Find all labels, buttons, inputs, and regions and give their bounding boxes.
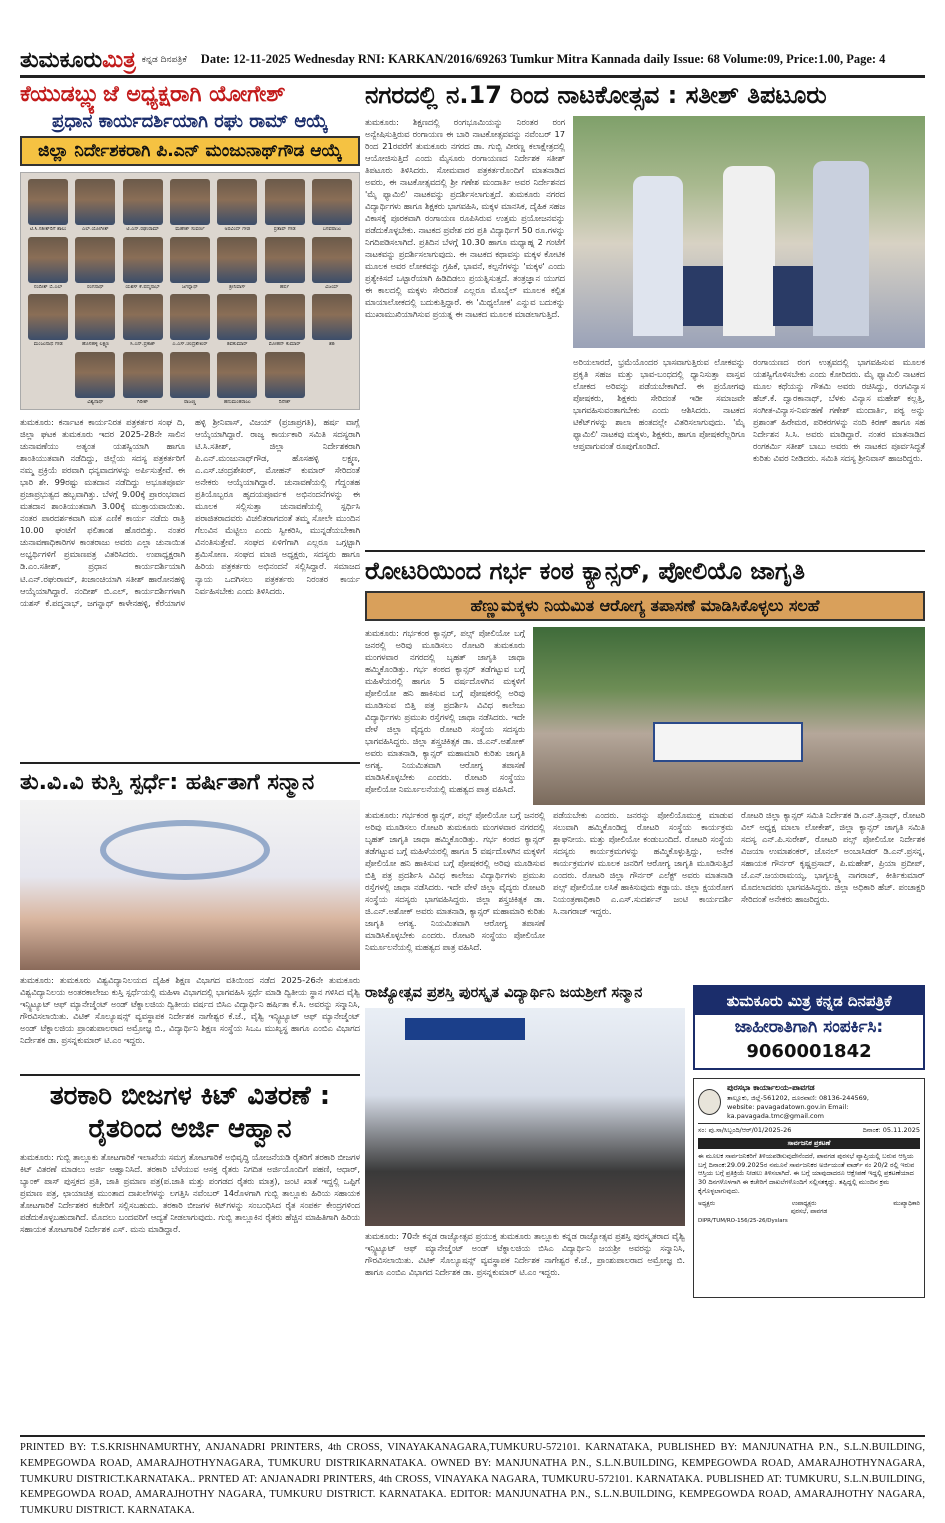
advert-phone: 9060001842 <box>746 1041 872 1063</box>
headline-seedkit: ತರಕಾರಿ ಬೀಜಗಳ ಕಿಟ್ ವಿತರಣೆ : <box>49 1080 331 1111</box>
member-caption: ಟಿ.ಎನ್.ರಘುರಾಮ್ <box>126 227 160 233</box>
member-caption: ಮಂಜುನಾಥ ಗೌಡ <box>33 342 63 348</box>
member-photo <box>170 179 210 225</box>
member-caption: ಗಿರೀಶ್ <box>137 399 149 405</box>
member-tile <box>263 237 305 291</box>
member-tile <box>216 352 258 406</box>
sig-vice-president: ಉಪಾಧ್ಯಕ್ಷರು <box>791 1199 817 1207</box>
ribbon-kuwj: ಜಿಲ್ಲಾ ನಿರ್ದೇಶಕರಾಗಿ ಪಿ.ಎನ್ ಮಂಜುನಾಥ್‌ಗೌಡ ಆಯ್ಕೆ <box>20 136 360 166</box>
member-tile <box>74 352 116 406</box>
notice-band: ಸಾರ್ವಜನಿಕ ಪ್ರಕಟಣೆ <box>698 1138 920 1149</box>
member-photo <box>123 352 163 398</box>
sig-president: ಅಧ್ಯಕ್ಷರು <box>698 1199 715 1207</box>
story-drama-body-b: ಅರಿಯಲಾರದೆ, ಭ್ರಮೆಯೊಂದರ ಭಾಸವಾಗುತ್ತಿರುವ ಲೋಕವನ್ನು ಪ್ರಕೃತಿ ಸಹಜ ಮತ್ತು ಭಾವ-ಬಂಧದಲ್ಲಿ ಧ್ಯಾನಿಸುತ್ತಾ ವಾಸ್ತವ ಲೋಕದ ಅರಿವನ್ನು ಪಡೆಯಬೇಕಾಗಿದೆ. ಈ ಪ್ರಯೋಗವು ಪೋಷಕರು, ಶಿಕ್ಷಕರು ಸೇರಿದಂತೆ ಇಡೀ ಸಮಾಜವೇ ಭಾಗವಹಿಸುವಂತಾಗಬೇಕು ಎಂದು ಆಶಿಸಿದರು. ನಾಟಕದ ಟಿಕೆಟ್‌ಗಳನ್ನು ಶಾಲಾ ಹಂತದಲ್ಲೇ ವಿತರಿಸಲಾಗುವುದು. 'ಮೈ ಫ್ಯಾಮಿಲಿ' ನಾಟಕವು ಮಕ್ಕಳು, ಶಿಕ್ಷಕರು, ಹಾಗೂ ಪೋಷಕರೆಲ್ಲರಿಗೂ ಆಪ್ತವಾಗುವಂತೆ ರೂಪುಗೊಂಡಿದೆ. <box>573 356 745 451</box>
member-caption: ಹನುಮಂತರಾಜು <box>223 399 251 405</box>
member-row-last <box>74 352 305 406</box>
member-tile <box>27 237 69 291</box>
story-wrestling-body: ತುಮಕೂರು: ತುಮಕೂರು ವಿಶ್ವವಿದ್ಯಾನಿಲಯದ ದೈಹಿಕ ಶಿಕ್ಷಣ ವಿಭಾಗದ ವತಿಯಿಂದ ನಡೆದ 2025-26ನೇ ತುಮಕೂರು ವಿಶ್ವವಿದ್ಯಾನಿಲಯ ಅಂತರಕಾಲೇಜು ಕುಸ್ತಿ ಸ್ಪರ್ಧೆಯಲ್ಲಿ ಮಹಿಳಾ ವಿಭಾಗದಲ್ಲಿ ಭಾಗವಹಿಸಿ ಸ್ಪರ್ಧೆ ಮಾಡಿ ದ್ವಿತೀಯ ಸ್ಥಾನ ಗಳಿಸಿದ ವೈಶ್ವಿ ಇನ್ಸ್ಟಿಟ್ಯೂಟ್ ಆಫ್ ಮ್ಯಾನೇಜ್ಮೆಂಟ್ ಅಂಡ್ ಟೆಕ್ನಾಲಜಿಯ ದ್ವಿತೀಯ ವರ್ಷದ ಬಿಸಿಎ ವಿದ್ಯಾರ್ಥಿನಿ ಹರ್ಷಿತಾ ಕೆ.ಸಿ. ಅವರನ್ನು ಸನ್ಮಾನಿಸಿ, ಗೌರವಿಸಲಾಯಿತು. ವಿಟಿಕ್ ಸೊಲ್ಯೂಷನ್ಸ್ ವ್ಯವಸ್ಥಾಪಕ ನಿರ್ದೇಶಕ ನಾಗೇಶ್ವರ ಕೆ.ಜೆ., ವೈಶ್ವಿ ಇನ್ಸ್ಟಿಟ್ಯೂಟ್ ಆಫ್ ಮ್ಯಾನೇಜ್ಮೆಂಟ್ ಅಂಡ್ ಟೆಕ್ನಾಲಜಿಯ ಪ್ರಾಂಶುಪಾಲರಾದ ಅಮ್ರೋಜ್ಞ ಬಿ., ವಿದ್ಯಾರ್ಥಿನಿ ಶಿಕ್ಷಣ ಸಂಸ್ಥೆಯ ಸಿಒಒ ಮುಖ್ಯಸ್ಥ ಹಾಗೂ ಎಂಬಿಎ ವಿಭಾಗದ ನಿರ್ದೇಶಕ ಡಾ. ಪ್ರಸನ್ನಕುಮಾರ್ ಟಿ.ಎಂ ಇದ್ದರು. <box>20 974 360 1045</box>
wrestling-photo <box>20 800 360 970</box>
member-photo <box>75 179 115 225</box>
member-caption: ದಿನೇಶ್ <box>278 399 291 405</box>
member-caption: ಬಸವರಾಜು <box>322 227 342 233</box>
member-tile <box>311 237 353 291</box>
member-tile <box>169 352 211 406</box>
member-caption: ವಿಜಯ್ <box>325 284 339 290</box>
rotary-rally-photo <box>533 627 925 805</box>
member-tile <box>311 294 353 348</box>
member-photo <box>217 237 257 283</box>
member-tile <box>216 237 258 291</box>
headline-kuwj: ಕೆಯುಡಬ್ಲ್ಯುಜೆ ಅಧ್ಯಕ್ಷರಾಗಿ ಯೋಗೇಶ್ <box>20 82 286 107</box>
member-tile <box>122 352 164 406</box>
notice-place: ಪುರಸಭೆ, ಪಾವಗಡ <box>790 1207 828 1215</box>
member-photo <box>123 237 163 283</box>
notice-ref-row <box>698 1126 920 1135</box>
advert-title: ತುಮಕೂರು ಮಿತ್ರ ಕನ್ನಡ ದಿನಪತ್ರಿಕೆ <box>695 987 923 1015</box>
member-caption: ಶಿವಕುಮಾರ್ <box>226 342 248 348</box>
award-story <box>365 985 685 1300</box>
member-tile <box>74 294 116 348</box>
member-photo <box>28 179 68 225</box>
masthead <box>20 44 925 78</box>
member-caption: ರಾಜಣ್ಣ <box>183 399 196 405</box>
headline-rotary: ರೋಟರಿಯಿಂದ ಗರ್ಭ ಕಂಠ ಕ್ಯಾನ್ಸರ್, ಪೋಲಿಯೊ ಜಾಗೃತಿ <box>365 556 805 585</box>
member-tile <box>27 179 69 233</box>
notice-date: ದಿನಾಂಕ: 05.11.2025 <box>862 1126 920 1135</box>
notice-body: ಈ ಮೂಲಕ ಸಾರ್ವಜನಿಕರಿಗೆ ತಿಳಿಯಪಡಿಸುವುದೇನೆಂದರೆ, ಪಾವಗಡ ಪುರಸಭೆ ವ್ಯಾಪ್ತಿಯಲ್ಲಿ ಬರುವ ಆಸ್ತಿಯ ಬಗ್ಗೆ ದಿನಾಂಕ:29.09.2025ರ ನಮೂನೆ ಸಾರ್ವಜನಿಕರ ಅರ್ಜಿಯಂತೆ ವಾರ್ಡ್ ನಂ 20/2 ರಲ್ಲಿ ಇರುವ ಆಸ್ತಿಯ ಬಗ್ಗೆ ಪ್ರತಿಕ್ರಿಯೆ ನೀಡಲು ತಿಳಿಸಲಾಗಿದೆ. ಈ ಬಗ್ಗೆ ಯಾವುದಾದರೂ ಆಕ್ಷೇಪಣೆ ಇದ್ದಲ್ಲಿ ಪ್ರಕಟಣೆಯಾದ 30 ದಿನಗಳೊಳಗಾಗಿ ಈ ಕಚೇರಿಗೆ ದಾಖಲೆಗಳೊಂದಿಗೆ ಸಲ್ಲಿಸತಕ್ಕದ್ದು. ತಪ್ಪಿದ್ದಲ್ಲಿ ಮುಂದಿನ ಕ್ರಮ ಕೈಗೊಳ್ಳಲಾಗುವುದು. <box>698 1151 915 1195</box>
member-caption: ಎಲ್.ಯೋಗೀಶ್ <box>82 227 109 233</box>
member-photo <box>75 237 115 283</box>
member-tile <box>263 179 305 233</box>
member-caption: ರಂಗನಾಥ್ <box>86 284 104 290</box>
imprint-footer: PRINTED BY: T.S.KRISHNAMURTHY, ANJANADRI PRINTERS, 4th CROSS, VINAYAKANAGARA,TUMKURU-572101. KARNATAKA, PUBLISHED BY: MANJUNATHA P.N., S.L.N.BUILDING, KEMPEGOWDA ROAD, AMARAJHOTHYNAGARA, TUMKURU DISTRIKARNATAKA. OWNED BY: MANJUNATHA P.N., S.L.N.BUILDING, KEMPEGOWDA ROAD, AMARAJHOTHYNAGARA, TUMKURU DISTRICT.KARNATAKA.. PRNTED AT: ANJANADRI PRINTERS, 4th CROSS, VINAYAKA NAGARA, TUMKURU-572101. KARNATAKA. PUBLISHED AT: TUMKURU, S.L.N.BUILDING, KEMPEGOWDA ROAD, AMARAJHOTHY NAGARA, TUMKURU DISTRICT. KARNATAKA. EDITOR: MANJUNATHA P.N., S.L.N.BUILDING, KEMPEGOWDA ROAD, AMARAJHOTHY NAGARA, TUMKURU DISTRICT. KARNATAKA. <box>20 1435 925 1519</box>
story-award-body: ತುಮಕೂರು: 70ನೇ ಕನ್ನಡ ರಾಜ್ಯೋತ್ಸವ ಪ್ರಯುಕ್ತ ತುಮಕೂರು ತಾಲ್ಲೂಕು ಕನ್ನಡ ರಾಜ್ಯೋತ್ಸವ ಪ್ರಶಸ್ತಿ ಪುರಸ್ಕೃತರಾದ ವೈಶ್ವಿ ಇನ್ಸ್ಟಿಟ್ಯೂಟ್ ಆಫ್ ಮ್ಯಾನೇಜ್ಮೆಂಟ್ ಅಂಡ್ ಟೆಕ್ನಾಲಜಿಯ ಬಿಸಿಎ ವಿದ್ಯಾರ್ಥಿನಿ ಜಯಶ್ರೀ ಅವರನ್ನು ಸನ್ಮಾನಿಸಿ, ಗೌರವಿಸಲಾಯಿತು. ವಿಟಿಕ್ ಸೊಲ್ಯೂಷನ್ಸ್ ವ್ಯವಸ್ಥಾಪಕ ನಿರ್ದೇಶಕ ನಾಗೇಶ್ವರ ಕೆ.ಜೆ., ಪ್ರಾಂಶುಪಾಲರಾದ ಅಮ್ರೋಜ್ಞ ಬಿ. ಹಾಗೂ ಎಂಬಿಎ ವಿಭಾಗದ ನಿರ್ದೇಶಕ ಡಾ. ಪ್ರಸನ್ನಕುಮಾರ್ ಟಿ.ಎಂ ಇದ್ದರು. <box>365 1230 685 1277</box>
member-tile <box>263 352 305 406</box>
right-column <box>365 82 925 1300</box>
member-caption: ಸಿ.ಎನ್.ಪ್ರಕಾಶ್ <box>130 342 156 348</box>
member-tile <box>263 294 305 348</box>
member-caption: ಹರ್ಷ <box>279 284 290 290</box>
divider <box>20 1074 360 1076</box>
member-photo <box>265 352 305 398</box>
notice-address: ತಾಲ್ಲೂಕು, ಜಿಲ್ಲೆ-561202, ದೂರವಾಣಿ: 08136-244569, <box>727 1093 869 1102</box>
story-drama-body-a: ತುಮಕೂರು: ಶಿಕ್ಷಣದಲ್ಲಿ ರಂಗಭೂಮಿಯನ್ನು ನಿರಂತರ ರಂಗ ಅನ್ವೇಷಿಸುತ್ತಿರುವ ರಂಗಾಯಣ ಈ ಬಾರಿ ನಾಟಕೋತ್ಸವವನ್ನು ನವೆಂಬರ್ 17 ರಿಂದ 21ರವರೆಗೆ ತುಮಕೂರು ನಗರದ ಡಾ. ಗುಬ್ಬಿ ವೀರಣ್ಣ ಕಲಾಕ್ಷೇತ್ರದಲ್ಲಿ ಆಯೋಜಿಸುತ್ತಿದೆ ಎಂದು ಮೈಸೂರು ರಂಗಾಯಣದ ನಿರ್ದೇಶಕ ಸತೀಶ್ ತಿಪಟೂರು ತಿಳಿಸಿದರು. ಸೋಮವಾರ ಪತ್ರಕರ್ತರೊಂದಿಗೆ ಮಾತನಾಡಿದ ಅವರು, ಈ ನಾಟಕೋತ್ಸವದಲ್ಲಿ ಶ್ರೀ ಗಣೇಶ ಮಂದಾರ್ತಿ ಅವರ ನಿರ್ದೇಶನದ 'ಮೈ ಫ್ಯಾಮಿಲಿ' ನಾಟಕವನ್ನು ಪ್ರದರ್ಶಿಸಲಾಗುತ್ತದೆ. ತುಮಕೂರು ನಗರದ ವಿದ್ಯಾರ್ಥಿಗಳು ಹಾಗೂ ಶಿಕ್ಷಕರು ಭಾಗವಹಿಸಿ, ಮಕ್ಕಳ ಮಾನಸಿಕ, ದೈಹಿಕ ಸಹಜ ವಿಕಾಸಕ್ಕೆ ಪೂರಕವಾಗಿ ರಂಗಾಯಣ ರೂಪಿಸಿರುವ ಉತ್ತಮ ಪ್ರಯೋಜನವನ್ನು ಪಡೆದುಕೊಳ್ಳಬೇಕು. ನಾಟಕದ ಪ್ರವೇಶ ದರ ಪ್ರತಿ ವಿದ್ಯಾರ್ಥಿಗೆ 50 ರೂ.ಗಳನ್ನು ನಿಗದಿಪಡಿಸಲಾಗಿದೆ. ಪ್ರತಿದಿನ ಬೆಳಗ್ಗೆ 10.30 ಹಾಗೂ ಮಧ್ಯಾಹ್ನ 2 ಗಂಟೆಗೆ ನಾಟಕವನ್ನು ಪ್ರದರ್ಶಿಸಲಾಗುವುದು. ಈ ನಾಟಕದ ಕಥಾವಸ್ತು ಮಕ್ಕಳ ಕೋಟಿಕ ಮೂಲಕ ಅವರ ಲೋಕವನ್ನು ಗ್ರಹಿಕೆ, ಭಾವನೆ, ಕಲ್ಪನೆಗಳನ್ನು 'ಮಕ್ಕಳ' ಎಂದು ಪ್ರತ್ಯೇಕಿಸದೆ ಒಟ್ಟಾರೆಯಾಗಿ ಹಿಡಿದಿಡಲು ಪ್ರಯತ್ನಿಸುತ್ತದೆ. ತಂತ್ರಜ್ಞಾನ ಯುಗದ ಈ ಕಾಲದಲ್ಲಿ ಮಕ್ಕಳು ಸೇರಿದಂತೆ ಎಲ್ಲರೂ ಮೊಬೈಲ್ ಮೂಲಕ ಕಲ್ಪಿತ ಮಾಯಾಲೋಕದಲ್ಲಿ ಬದುಕುತ್ತಿದ್ದಾರೆ. ಈ 'ಮಿಥ್ಯಲೋಕ' ಎನ್ನುವ ಬದುಕನ್ನು ಮುಖಾಮುಖಿಯಾಗಿಸುವ ಪ್ರಯತ್ನ ಈ ನಾಟಕದ ಮೂಲಕ ಮಾಡಲಾಗುತ್ತಿದೆ. <box>365 116 565 319</box>
member-tile <box>169 179 211 233</box>
member-caption: ಮೋಹನ್ ಕುಮಾರ್ <box>268 342 301 348</box>
member-photo <box>312 179 352 225</box>
member-caption: ಯಶಸ್ ಕೆ.ಪದ್ಮನಾಭ್ <box>125 284 161 290</box>
member-tile <box>74 237 116 291</box>
rotary-top-row <box>365 627 925 805</box>
headline-drama: ನಗರದಲ್ಲಿ ನ.17 ರಿಂದ ನಾಟಕೋತ್ಸವ : ಸತೀಶ್ ತಿಪಟೂರು <box>365 81 827 109</box>
member-caption: ಶಶಿ <box>329 342 335 348</box>
notice-office: ಪುರಸಭಾ ಕಾರ್ಯಾಲಯ-ಪಾವಗಡ <box>727 1083 815 1093</box>
member-photo <box>123 294 163 340</box>
member-tile <box>122 294 164 348</box>
member-caption: ನಂದೀಶ್ ಬಿ.ಎಲ್ <box>33 284 63 290</box>
member-tile <box>122 237 164 291</box>
advert-box <box>693 985 925 1070</box>
member-caption: ವಿಶ್ವನಾಥ್ <box>87 399 104 405</box>
notice-header <box>698 1083 920 1124</box>
story-kuwj-body: ತುಮಕೂರು: ಕರ್ನಾಟಕ ಕಾರ್ಯನಿರತ ಪತ್ರಕರ್ತರ ಸಂಘ ದಿ, ಜಿಲ್ಲಾ ಘಟಕ ತುಮಕೂರು ಇದರ 2025-28ನೇ ಸಾಲಿನ ಚುನಾವಣೆಯು ಅತ್ಯಂತ ಯಶಸ್ವಿಯಾಗಿ ಹಾಗೂ ಶಾಂತಿಯುತವಾಗಿ ನಡೆದಿದ್ದು, ಜಿಲ್ಲೆಯ ಸದಸ್ಯ ಪತ್ರಕರ್ತರಿಗೆ ನಮ್ಮ ಪ್ರಕ್ರಿಯೆ ಪರವಾಗಿ ಧನ್ಯವಾದಗಳನ್ನು ಅರ್ಪಿಸುತ್ತೇವೆ. ಈ ಭಾರಿ ಶೇ. 99ರಷ್ಟು ಮತದಾನ ನಡೆದಿದ್ದು ಅಭೂತಪೂರ್ವ ಪ್ರಜಾಪ್ರಭುತ್ವದ ಹಬ್ಬವಾಗಿತ್ತು. ಬೆಳಗ್ಗೆ 9.00ಕ್ಕೆ ಪ್ರಾರಂಭವಾದ ಮತದಾನ ಶಾಂತಿಯುತವಾಗಿ 3.00ಕ್ಕೆ ಮುಕ್ತಾಯವಾಯಿತು. ನಂತರ ಪಾರದರ್ಶಕವಾಗಿ ಮತ ಎಣಿಕೆ ಕಾರ್ಯ ನಡೆದು ರಾತ್ರಿ 10.00 ಘಂಟೆಗೆ ಫಲಿತಾಂಶ ಹೊರಬಿತ್ತು. ನಂತರ ಚುನಾವಣಾಧಿಕಾರಿಗಳ ಕಾಂತರಾಜು ಅವರು ಎಲ್ಲಾ ಚುನಾಯಿತ ಅಭ್ಯರ್ಥಿಗಳಿಗೆ ಪ್ರಮಾಣಪತ್ರ ವಿತರಿಸಿದರು. ಉಪಾಧ್ಯಕ್ಷರಾಗಿ ಡಿ.ಎಂ.ಸತೀಶ್, ಪ್ರಧಾನ ಕಾರ್ಯದರ್ಶಿಯಾಗಿ ಟಿ.ಎನ್.ರಘುರಾಮ್, ಖಜಾಂಚಿಯಾಗಿ ಸತೀಶ್ ಹಾರೋನಹಳ್ಳಿ ಆಯ್ಕೆಯಾಗಿದ್ದಾರೆ. ನಂದೀಶ್ ಬಿ.ಎಲ್, ಕಾರ್ಯದರ್ಶಿಗಳಾಗಿ ಯಶಸ್ ಕೆ.ಪದ್ಮನಾಭ್, ಜಗನ್ನಾಥ್ ಕಾಳೇನಹಳ್ಳಿ, ಕೆರೆಯಾಗಳ ಹಳ್ಳಿ ಶ್ರೀನಿವಾಸ್, ವಿಜಯ್ (ಪ್ರಜಾಪ್ರಗತಿ), ಹರ್ಷ ವಾಗ್ಲೆ ಆಯ್ಕೆಯಾಗಿದ್ದಾರೆ. ರಾಜ್ಯ ಕಾರ್ಯಕಾರಿ ಸಮಿತಿ ಸದಸ್ಯರಾಗಿ ಟಿ.ಸಿ.ಸತೀಶ್, ಜಿಲ್ಲಾ ನಿರ್ದೇಶಕರಾಗಿ ಪಿ.ಎನ್.ಮಂಜುನಾಥ್‌ಗೌಡ, ಹೊಸಹಳ್ಳಿ ಲಕ್ಷ್ಮಣ, ಎ.ಎಸ್.ಚಂದ್ರಶೇಖರ್, ಮೋಹನ್ ಕುಮಾರ್ ಸೇರಿದಂತೆ ಅನೇಕರು ಆಯ್ಕೆಯಾಗಿದ್ದಾರೆ. ಚುನಾವಣೆಯಲ್ಲಿ ಗೆದ್ದಂತಹ ಪ್ರತಿಯೊಬ್ಬರೂ ಹೃದಯಪೂರ್ವಕ ಅಭಿನಂದನೆಗಳನ್ನು ಈ ಮೂಲಕ ಸಲ್ಲಿಸುತ್ತಾ ಚುನಾವಣೆಯಲ್ಲಿ ಸ್ಪರ್ಧಿಸಿ ಪರಾಜಿತರಾದವರು ವಿಚಲಿತರಾಗದಂತೆ ತಮ್ಮ ಸೋಲೇ ಮುಂದಿನ ಗೆಲುವಿನ ಮೆಟ್ಟಿಲು ಎಂದು ಸ್ವೀಕರಿಸಿ, ಮುನ್ನಡೆಯಬೇಕಾಗಿ ವಿನಂತಿಸುತ್ತೇವೆ. ಸಂಘದ ಏಳಿಗೆಗಾಗಿ ಎಲ್ಲರೂ ಒಗ್ಗಟ್ಟಾಗಿ ಶ್ರಮಿಸೋಣ. ಸಂಘದ ಮಾಜಿ ಅಧ್ಯಕ್ಷರು, ಸದಸ್ಯರು ಹಾಗೂ ಹಿರಿಯ ಪತ್ರಕರ್ತರು ಅಭಿನಂದನೆ ಸಲ್ಲಿಸಿದ್ದಾರೆ. ಸಮಾಜದ ನ್ಯಾಯ ಒದಗಿಸಲು ಪತ್ರಕರ್ತರು ನಿರಂತರ ಕಾರ್ಯ ನಿರ್ವಹಿಸಬೇಕು ಎಂದು ತಿಳಿಸಿದರು. <box>20 417 360 608</box>
drama-bottom-row <box>573 356 925 542</box>
member-photo <box>217 294 257 340</box>
logo-main: ತುಮಕೂರು <box>20 46 103 73</box>
subheadline-seedkit: ರೈತರಿಂದ ಅರ್ಜಿ ಆಹ್ವಾನ <box>88 1114 292 1145</box>
member-photo <box>28 294 68 340</box>
story-rotary-body-c: ರೋಟರಿ ಜಿಲ್ಲಾ ಕ್ಯಾನ್ಸರ್ ಸಮಿತಿ ನಿರ್ದೇಶಕ ಡಿ.ಎನ್.ತ್ರಿನಾಥ್, ರೋಟರಿ ವಿಲ್ ಅಧ್ಯಕ್ಷ ಮಾಲಾ ಲೋಕೇಶ್, ಜಿಲ್ಲಾ ಕ್ಯಾನ್ಸರ್ ಜಾಗೃತಿ ಸಮಿತಿ ಸದಸ್ಯ ಎನ್.ಪಿ.ಸುರೇಶ್, ರೋಟರಿ ಪಲ್ಸ್ ಪೋಲಿಯೋ ನಿರ್ದೇಶಕ ವಿಜಯಾ ಉಮಾಶಂಕರ್, ಜೊನಲ್ ಅಂಬಾಸಿಡರ್ ಡಿ.ಎನ್.ಪ್ರಸನ್ನ, ಸಹಾಯಕ ಗೌರ್ನರ್ ಕೃಷ್ಣಪ್ರಸಾದ್, ಪಿ.ಮಹೇಶ್, ಪ್ರಿಯಾ ಪ್ರದೀಪ್, ಜೆ.ಎನ್.ಜಯರಾಮಯ್ಯ, ಭಾಗ್ಯಲಕ್ಷ್ಮಿ ನಾಗರಾಜ್, ಕೀರ್ತಿಕುಮಾರ್ ಮೊದಲಾದವರು ಭಾಗವಹಿಸಿದ್ದರು. ಜಿಲ್ಲಾ ಅಧಿಕಾರಿ ಹೆಚ್. ಪಂಚಾಕ್ಷರಿ ಸೇರಿದಂತೆ ಅನೇಕರು ಹಾಜರಿದ್ದರು. <box>741 810 925 905</box>
advert-contact-label: ಜಾಹೀರಾತಿಗಾಗಿ ಸಂಪರ್ಕಿಸಿ: <box>734 1017 884 1038</box>
award-photo <box>365 1008 685 1226</box>
ribbon-rotary: ಹೆಣ್ಣುಮಕ್ಕಳು ನಿಯಮಿತ ಆರೋಗ್ಯ ತಪಾಸಣೆ ಮಾಡಿಸಿಕೊಳ್ಳಲು ಸಲಹೆ <box>365 591 925 621</box>
member-caption: ಎ.ಎಸ್.ಚಂದ್ರಶೇಖರ್ <box>172 342 208 348</box>
member-tile <box>27 294 69 348</box>
story-rotary-body-a: ತುಮಕೂರು: ಗರ್ಭಕಂಠ ಕ್ಯಾನ್ಸರ್, ಪಲ್ಸ್ ಪೋಲಿಯೋ ಬಗ್ಗೆ ಜನರಲ್ಲಿ ಅರಿವು ಮೂಡಿಸಲು ರೋಟರಿ ತುಮಕೂರು ಮಂಗಳವಾರ ನಗರದಲ್ಲಿ ಬೃಹತ್ ಜಾಗೃತಿ ಜಾಥಾ ಹಮ್ಮಿಕೊಂಡಿತ್ತು. ಗರ್ಭ ಕಂಠದ ಕ್ಯಾನ್ಸರ್ ತಡೆಗಟ್ಟುವ ಬಗ್ಗೆ ಮಹಿಳೆಯರಲ್ಲಿ ಹಾಗೂ 5 ವರ್ಷದೊಳಗಿನ ಮಕ್ಕಳಿಗೆ ಪೋಲಿಯೋ ಹನಿ ಹಾಕಿಸುವ ಬಗ್ಗೆ ಪೋಷಕರಲ್ಲಿ ಅರಿವು ಮೂಡಿಸುವ ಬಿತ್ತಿ ಪತ್ರ ಪ್ರದರ್ಶಿಸಿ ವಿವಿಧ ಕಾಲೇಜು ವಿದ್ಯಾರ್ಥಿಗಳು ಪ್ರಮುಖ ರಸ್ತೆಗಳಲ್ಲಿ ಜಾಥಾ ನಡೆಸಿದರು. ಇದೇ ವೇಳೆ ಜಿಲ್ಲಾ ವೈದ್ಯರು ರೋಟರಿ ಸಂಸ್ಥೆಯ ಸದಸ್ಯರು ಭಾಗವಹಿಸಿದ್ದರು. ಜಿಲ್ಲಾ ಶಸ್ತ್ರಚಿಕಿತ್ಸಕ ಡಾ. ಜಿ.ಎನ್.ಅಶೋಕ್ ಅವರು ಮಾತನಾಡಿ, ಕ್ಯಾನ್ಸರ್ ಮಹಾಮಾರಿ ಕುರಿತು ಜಾಗೃತಿ ಅಗತ್ಯ. ನಿಯಮಿತವಾಗಿ ಆರೋಗ್ಯ ತಪಾಸಣೆ ಮಾಡಿಸಿಕೊಳ್ಳಬೇಕು ಎಂದರು. ರೋಟರಿ ಸಂಸ್ಥೆಯು ಪೋಲಿಯೋ ನಿರ್ಮೂಲನೆಯಲ್ಲಿ ಮಹತ್ವದ ಪಾತ್ರ ವಹಿಸಿದೆ. <box>365 628 525 795</box>
member-photo <box>75 352 115 398</box>
bottom-right-row <box>365 985 925 1300</box>
member-caption: ಮಹೇಶ್ ಸುವರ್ಣ <box>175 227 205 233</box>
story-rotary-body-b: ಪಡೆಯಬೇಕು ಎಂದರು. ಜನರನ್ನು ಪೋಲಿಯೊಮುಕ್ತ ಮಾಡುವ ಸಲುವಾಗಿ ಹಮ್ಮಿಕೊಂಡಿದ್ದ ರೋಟರಿ ಸಂಸ್ಥೆಯ ಕಾರ್ಯಕ್ರಮ ಶ್ಲಾಘನೀಯ. ಮತ್ತು ಪೋಲಿಯೋ ಕಂಡುಬಂದಿದೆ. ರೋಟರಿ ಸಂಸ್ಥೆಯ ಸದಸ್ಯರು ಕಾರ್ಯಕ್ರಮಗಳನ್ನು ಹಮ್ಮಿಕೊಳ್ಳುತ್ತಿದ್ದು, ಅನೇಕ ಕಾರ್ಯಕ್ರಮಗಳ ಮೂಲಕ ಜನರಿಗೆ ಆರೋಗ್ಯ ಜಾಗೃತಿ ಮೂಡಿಸುತ್ತಿದೆ ಎಂದರು. ರೋಟರಿ ಜಿಲ್ಲಾ ಗೌರ್ನರ್ ಎಲೆಕ್ಟ್ ಅವರು ಮಾತನಾಡಿ ಪಲ್ಸ್ ಪೋಲಿಯೋ ಲಸಿಕೆ ಹಾಕಿಸುವುದು ಕಡ್ಡಾಯ. ಜಿಲ್ಲಾ ಕ್ಷಯರೋಗ ನಿಯಂತ್ರಣಾಧಿಕಾರಿ ಎ.ಎಸ್.ಸುದರ್ಶನ್ ಜಂಟಿ ಕಾರ್ಯದರ್ಶಿ ಸಿ.ನಾಗರಾಜ್ ಇದ್ದರು. <box>553 810 733 917</box>
member-caption: ಜಗನ್ನಾಥ್ <box>181 284 199 290</box>
story-drama-body-c: ರಂಗಾಯಣದ ರಂಗ ಉತ್ಸವದಲ್ಲಿ ಭಾಗವಹಿಸುವ ಮೂಲಕ ಯಶಸ್ವಿಗೊಳಿಸಬೇಕು ಎಂದು ಕೋರಿದರು. ಮೈ ಫ್ಯಾಮಿಲಿ ನಾಟಕದ ಮೂಲ ಕಥೆಯನ್ನು ಗೌತಮಿ ಅವರು ರಚಿಸಿದ್ದು, ರಂಗವಿನ್ಯಾಸ ಹೆಚ್.ಕೆ. ದ್ವಾರಕಾನಾಥ್, ಬೆಳಕು ವಿನ್ಯಾಸ ಮಹೇಶ್ ಕಲ್ಲತ್ತಿ, ಸಂಗೀತ-ವಿನ್ಯಾಸ-ನಿರ್ವಹಣೆ ಗಣೇಶ್ ಮಂದಾರ್ತಿ, ಪಠ್ಯ ಅನ್ನು ಪ್ರಶಾಂತ್ ಹಿರೇಮಠ, ಪರಿಕರಗಳನ್ನು ನಂದಿ ಕಿರಣ್ ಹಾಗೂ ಸಹ ನಿರ್ದೇಶನ ಸಿ.ಸಿ. ಅವರು ಮಾಡಿದ್ದಾರೆ. ನಂತರ ಮಾತನಾಡಿದ ರಂಗಕರ್ಮಿ ಸತೀಶ್ ಬಾಬು ಅವರು ಈ ನಾಟಕದ ಪೂರ್ವಸಿದ್ಧತೆ ಕುರಿತು ವಿವರ ನೀಡಿದರು. ಸಮಿತಿ ಸದಸ್ಯ ಶ್ರೀನಿವಾಸ್ ಹಾಜರಿದ್ದರು. <box>753 356 925 463</box>
member-caption: ಪ್ರತಾಪ್ ಗೌಡ <box>273 227 296 233</box>
member-tile <box>311 179 353 233</box>
member-tile <box>216 294 258 348</box>
member-tile <box>169 294 211 348</box>
subhead-kuwj: ಪ್ರಧಾನ ಕಾರ್ಯದರ್ಶಿಯಾಗಿ ರಘು ರಾಮ್ ಆಯ್ಕೆ <box>52 111 328 133</box>
divider <box>365 550 925 552</box>
headline-wrestling: ತು.ವಿ.ವಿ ಕುಸ್ತಿ ಸ್ಪರ್ಧೆ: ಹರ್ಷಿತಾಗೆ ಸನ್ಮಾನ <box>20 770 315 796</box>
member-tile <box>74 179 116 233</box>
newspaper-logo <box>20 47 136 73</box>
member-photo <box>265 237 305 283</box>
member-photo <box>217 179 257 225</box>
member-caption: ಅರವಿಂದ್ ಗೌಡ <box>224 227 251 233</box>
divider <box>20 762 360 764</box>
notice-signatures <box>698 1200 920 1208</box>
drama-launch-photo <box>573 116 925 348</box>
story-seedkit-body: ತುಮಕೂರು: ಗುಬ್ಬಿ ತಾಲ್ಲೂಕು ತೋಟಗಾರಿಕೆ ಇಲಾಖೆಯ ಸಮಗ್ರ ತೋಟಗಾರಿಕೆ ಅಭಿವೃದ್ಧಿ ಯೋಜನೆಯಡಿ ರೈತರಿಗೆ ತರಕಾರಿ ಬೀಜಗಳ ಕಿಟ್ ವಿತರಣೆ ಮಾಡಲು ಅರ್ಜಿ ಆಹ್ವಾನಿಸಿದೆ. ತರಕಾರಿ ಬೆಳೆಯುವ ಆಸಕ್ತ ರೈತರು ನಿಗದಿತ ಅರ್ಜಿಯೊಂದಿಗೆ ಪಹಣಿ, ಆಧಾರ್, ಬ್ಯಾಂಕ್ ಪಾಸ್ ಪುಸ್ತಕದ ಪ್ರತಿ, ಜಾತಿ ಪ್ರಮಾಣ ಪತ್ರ(ಪ.ಜಾತಿ ಮತ್ತು ಪಂಗಡದ ರೈತರು ಮಾತ್ರ), ಜಂಟಿ ಖಾತೆ ಇದ್ದಲ್ಲಿ ಒಪ್ಪಿಗೆ ಪ್ರಮಾಣ ಪತ್ರ, ಛಾಯಾಚಿತ್ರ ಮುಂತಾದ ದಾಖಲೆಗಳನ್ನು ಲಗತ್ತಿಸಿ ನವೆಂಬರ್ 14ರೊಳಗಾಗಿ ಗುಬ್ಬಿ ತಾಲ್ಲೂಕು ಹಿರಿಯ ಸಹಾಯಕ ತೋಟಗಾರಿಕೆ ನಿರ್ದೇಶಕರ ಕಚೇರಿಗೆ ಸಲ್ಲಿಸಬಹುದು. ತರಕಾರಿ ಬೀಜಗಳ ಕಿಟ್‌ಗಳನ್ನು ಸಂಬಂಧಿಸಿದ ರೈತ ಸಂಪರ್ಕ ಕೇಂದ್ರಗಳಿಂದ ಪಡೆದುಕೊಳ್ಳಬಹುದಾಗಿದೆ. ಮೊದಲು ಬಂದವರಿಗೆ ಆದ್ಯತೆ ನೀಡಲಾಗುವುದು. ಗುಬ್ಬಿ ತಾಲ್ಲೂಕಿನ ರೈತರು ಹೆಚ್ಚಿನ ಮಾಹಿತಿಗಾಗಿ ಹಿರಿಯ ಸಹಾಯಕ ತೋಟಗಾರಿಕೆ ನಿರ್ದೇಶಕ ಎಸ್. ಮನು ಮಾಡಿದ್ದಾರೆ. <box>20 1152 360 1235</box>
member-photo <box>28 237 68 283</box>
public-notice <box>693 1078 925 1298</box>
member-photo <box>170 352 210 398</box>
headline-award: ರಾಜ್ಯೋತ್ಸವ ಪ್ರಶಸ್ತಿ ಪುರಸ್ಕೃತ ವಿದ್ಯಾರ್ಥಿನಿ ಜಯಶ್ರೀಗೆ ಸನ್ಮಾನ <box>365 985 643 1002</box>
member-tile <box>122 179 164 233</box>
member-photo <box>75 294 115 340</box>
notice-dipr: DIPR/TUM/RO-156/25-26/Dyslars <box>698 1217 788 1224</box>
logo-subtitle: ಕನ್ನಡ ದಿನಪತ್ರಿಕೆ <box>141 54 187 65</box>
member-tile <box>216 179 258 233</box>
member-photo <box>265 294 305 340</box>
members-photo-grid <box>20 172 360 410</box>
government-emblem-icon <box>698 1089 721 1115</box>
member-photo <box>170 294 210 340</box>
member-caption: ಟಿ.ಸಿ.ಸತೀಶ್‌ರಿಗೆ ಶಾಲು <box>29 227 67 233</box>
member-photo <box>265 179 305 225</box>
issue-info: Date: 12-11-2025 Wednesday RNI: KARKAN/2016/69263 Tumkur Mitra Kannada daily Issue: 68 Volume:09, Price:1.00, Page: 4 <box>200 52 886 66</box>
ads-column <box>693 985 925 1300</box>
notice-ref: ಸಂ: ಪು.ಸಾ/ಸಿಬ್ಬಂದಿ/ಆರ್/01/2025-26 <box>698 1126 792 1135</box>
member-tile <box>169 237 211 291</box>
member-photo <box>217 352 257 398</box>
member-photo <box>123 179 163 225</box>
member-caption: ಶ್ರೀನಿವಾಸ್ <box>229 284 246 290</box>
member-photo <box>170 237 210 283</box>
notice-web: website: pavagadatown.gov.in Email: ka.pavagada.tmc@gmail.com <box>727 1102 849 1120</box>
story-rotary-body-a2: ತುಮಕೂರು: ಗರ್ಭಕಂಠ ಕ್ಯಾನ್ಸರ್, ಪಲ್ಸ್ ಪೋಲಿಯೋ ಬಗ್ಗೆ ಜನರಲ್ಲಿ ಅರಿವು ಮೂಡಿಸಲು ರೋಟರಿ ತುಮಕೂರು ಮಂಗಳವಾರ ನಗರದಲ್ಲಿ ಬೃಹತ್ ಜಾಗೃತಿ ಜಾಥಾ ಹಮ್ಮಿಕೊಂಡಿತ್ತು. ಗರ್ಭ ಕಂಠದ ಕ್ಯಾನ್ಸರ್ ತಡೆಗಟ್ಟುವ ಬಗ್ಗೆ ಮಹಿಳೆಯರಲ್ಲಿ ಹಾಗೂ 5 ವರ್ಷದೊಳಗಿನ ಮಕ್ಕಳಿಗೆ ಪೋಲಿಯೋ ಹನಿ ಹಾಕಿಸುವ ಬಗ್ಗೆ ಪೋಷಕರಲ್ಲಿ ಅರಿವು ಮೂಡಿಸುವ ಬಿತ್ತಿ ಪತ್ರ ಪ್ರದರ್ಶಿಸಿ ವಿವಿಧ ಕಾಲೇಜು ವಿದ್ಯಾರ್ಥಿಗಳು ಪ್ರಮುಖ ರಸ್ತೆಗಳಲ್ಲಿ ಜಾಥಾ ನಡೆಸಿದರು. ಇದೇ ವೇಳೆ ಜಿಲ್ಲಾ ವೈದ್ಯರು ರೋಟರಿ ಸಂಸ್ಥೆಯ ಸದಸ್ಯರು ಭಾಗವಹಿಸಿದ್ದರು. ಜಿಲ್ಲಾ ಶಸ್ತ್ರಚಿಕಿತ್ಸಕ ಡಾ. ಜಿ.ಎನ್.ಅಶೋಕ್ ಅವರು ಮಾತನಾಡಿ, ಕ್ಯಾನ್ಸರ್ ಮಹಾಮಾರಿ ಕುರಿತು ಜಾಗೃತಿ ಅಗತ್ಯ. ನಿಯಮಿತವಾಗಿ ಆರೋಗ್ಯ ತಪಾಸಣೆ ಮಾಡಿಸಿಕೊಳ್ಳಬೇಕು ಎಂದರು. ರೋಟರಿ ಸಂಸ್ಥೆಯು ಪೋಲಿಯೋ ನಿರ್ಮೂಲನೆಯಲ್ಲಿ ಮಹತ್ವದ ಪಾತ್ರ ವಹಿಸಿದೆ. <box>365 810 545 953</box>
member-photo <box>312 294 352 340</box>
rotary-bottom-row <box>365 809 925 979</box>
sig-chief-officer: ಮುಖ್ಯಾಧಿಕಾರಿ <box>893 1199 920 1207</box>
logo-accent: ಮಿತ್ರ <box>102 46 136 73</box>
member-photo <box>312 237 352 283</box>
left-column <box>20 82 360 1243</box>
member-caption: ಹೊಸಹಳ್ಳಿ ಲಕ್ಷ್ಮಣ <box>81 342 109 348</box>
